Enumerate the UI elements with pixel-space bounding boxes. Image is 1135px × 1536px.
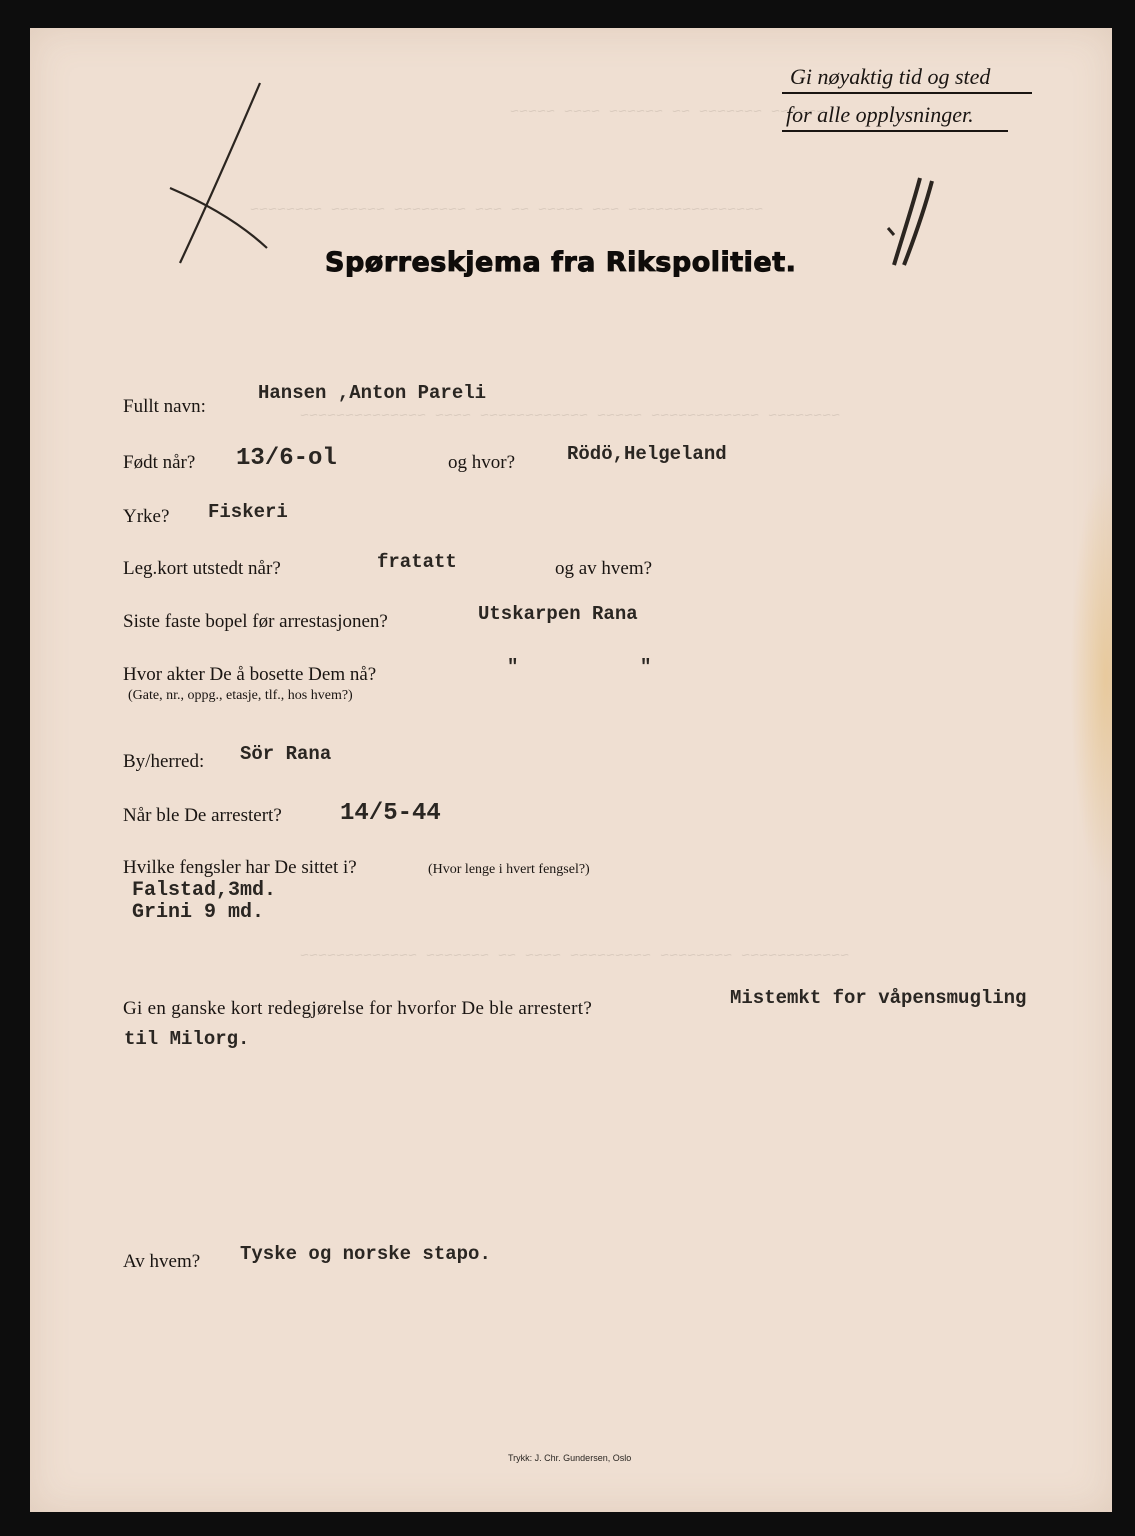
bleed-through-text: ~~~~~~~~~~~~~~~ ~~~ ~~~~~ ~~ ~~~ ~~~~~~~~ ~~~~~~ ~~~~~~~~ bbox=[250, 202, 764, 219]
form-title: Spørreskjema fra Rikspolitiet. bbox=[325, 247, 797, 278]
reason-value-line-1: Mistemkt for våpensmugling bbox=[730, 987, 1027, 1009]
by-whom-value: Tyske og norske stapo. bbox=[240, 1243, 491, 1265]
born-where-label: og hvor? bbox=[448, 452, 516, 473]
notice-line-1: Gi nøyaktig tid og sted bbox=[790, 64, 991, 89]
reason-label: Gi en ganske kort redegjørelse for hvorfor De ble arrestert? bbox=[123, 998, 593, 1019]
notice-underline bbox=[782, 130, 1008, 132]
municipality-label: By/herred: bbox=[123, 751, 205, 772]
born-when-value: 13/6-ol bbox=[236, 445, 337, 472]
last-residence-value: Utskarpen Rana bbox=[478, 603, 638, 625]
notice-line-2: for alle opplysninger. bbox=[786, 102, 974, 127]
future-residence-ditto-2: " bbox=[640, 656, 652, 678]
arrested-when-value: 14/5-44 bbox=[340, 800, 441, 827]
reason-value-line-2: til Milorg. bbox=[124, 1028, 250, 1050]
bleed-through-text: ~~~~~~~~ ~~~~~~~~~~~~ ~~~~~ ~~~~~~~~~~~~ ~~~~ ~~~~~~~~~~~~~~ bbox=[300, 408, 841, 425]
occupation-value: Fiskeri bbox=[208, 501, 288, 523]
bleed-through-text: ~~~~~~~~~~~~ ~~~~~~~~ ~~~~~~~~~ ~~~~ ~~ ~~~~~~~ ~~~~~~~~~~~~~ bbox=[300, 948, 850, 965]
bleed-through-text: ~~~~~~ ~~~~~~~ ~~ ~~~~~~ ~~~~ ~~~~~ bbox=[510, 104, 826, 121]
prisons-hint: (Hvor lenge i hvert fengsel?) bbox=[428, 862, 590, 877]
prisons-line-2: Grini 9 md. bbox=[132, 901, 265, 924]
notice-underline bbox=[782, 92, 1032, 94]
printer-footer: Trykk: J. Chr. Gundersen, Oslo bbox=[508, 1453, 632, 1463]
born-where-value: Rödö,Helgeland bbox=[567, 443, 727, 465]
handwritten-tick-mark bbox=[880, 173, 940, 273]
future-residence-hint: (Gate, nr., oppg., etasje, tlf., hos hvem?) bbox=[128, 688, 353, 703]
born-when-label: Født når? bbox=[123, 452, 196, 473]
by-whom-label: Av hvem? bbox=[123, 1251, 201, 1272]
arrested-when-label: Når ble De arrestert? bbox=[123, 805, 282, 826]
prisons-line-1: Falstad,3md. bbox=[132, 879, 277, 902]
last-residence-label: Siste faste bopel før arrestasjonen? bbox=[123, 611, 388, 632]
handwritten-cross-mark bbox=[155, 78, 295, 268]
legcard-when-label: Leg.kort utstedt når? bbox=[123, 558, 281, 579]
legcard-by-label: og av hvem? bbox=[555, 558, 653, 579]
occupation-label: Yrke? bbox=[123, 506, 170, 527]
full-name-label: Fullt navn: bbox=[123, 396, 206, 417]
legcard-when-value: fratatt bbox=[377, 551, 457, 573]
prisons-label: Hvilke fengsler har De sittet i? bbox=[123, 857, 357, 878]
full-name-value: Hansen ,Anton Pareli bbox=[258, 382, 487, 404]
future-residence-label: Hvor akter De å bosette Dem nå? bbox=[123, 664, 377, 685]
water-stain bbox=[1070, 468, 1112, 888]
municipality-value: Sör Rana bbox=[240, 743, 332, 765]
document-page bbox=[30, 28, 1112, 1512]
future-residence-ditto-1: " bbox=[507, 656, 519, 678]
